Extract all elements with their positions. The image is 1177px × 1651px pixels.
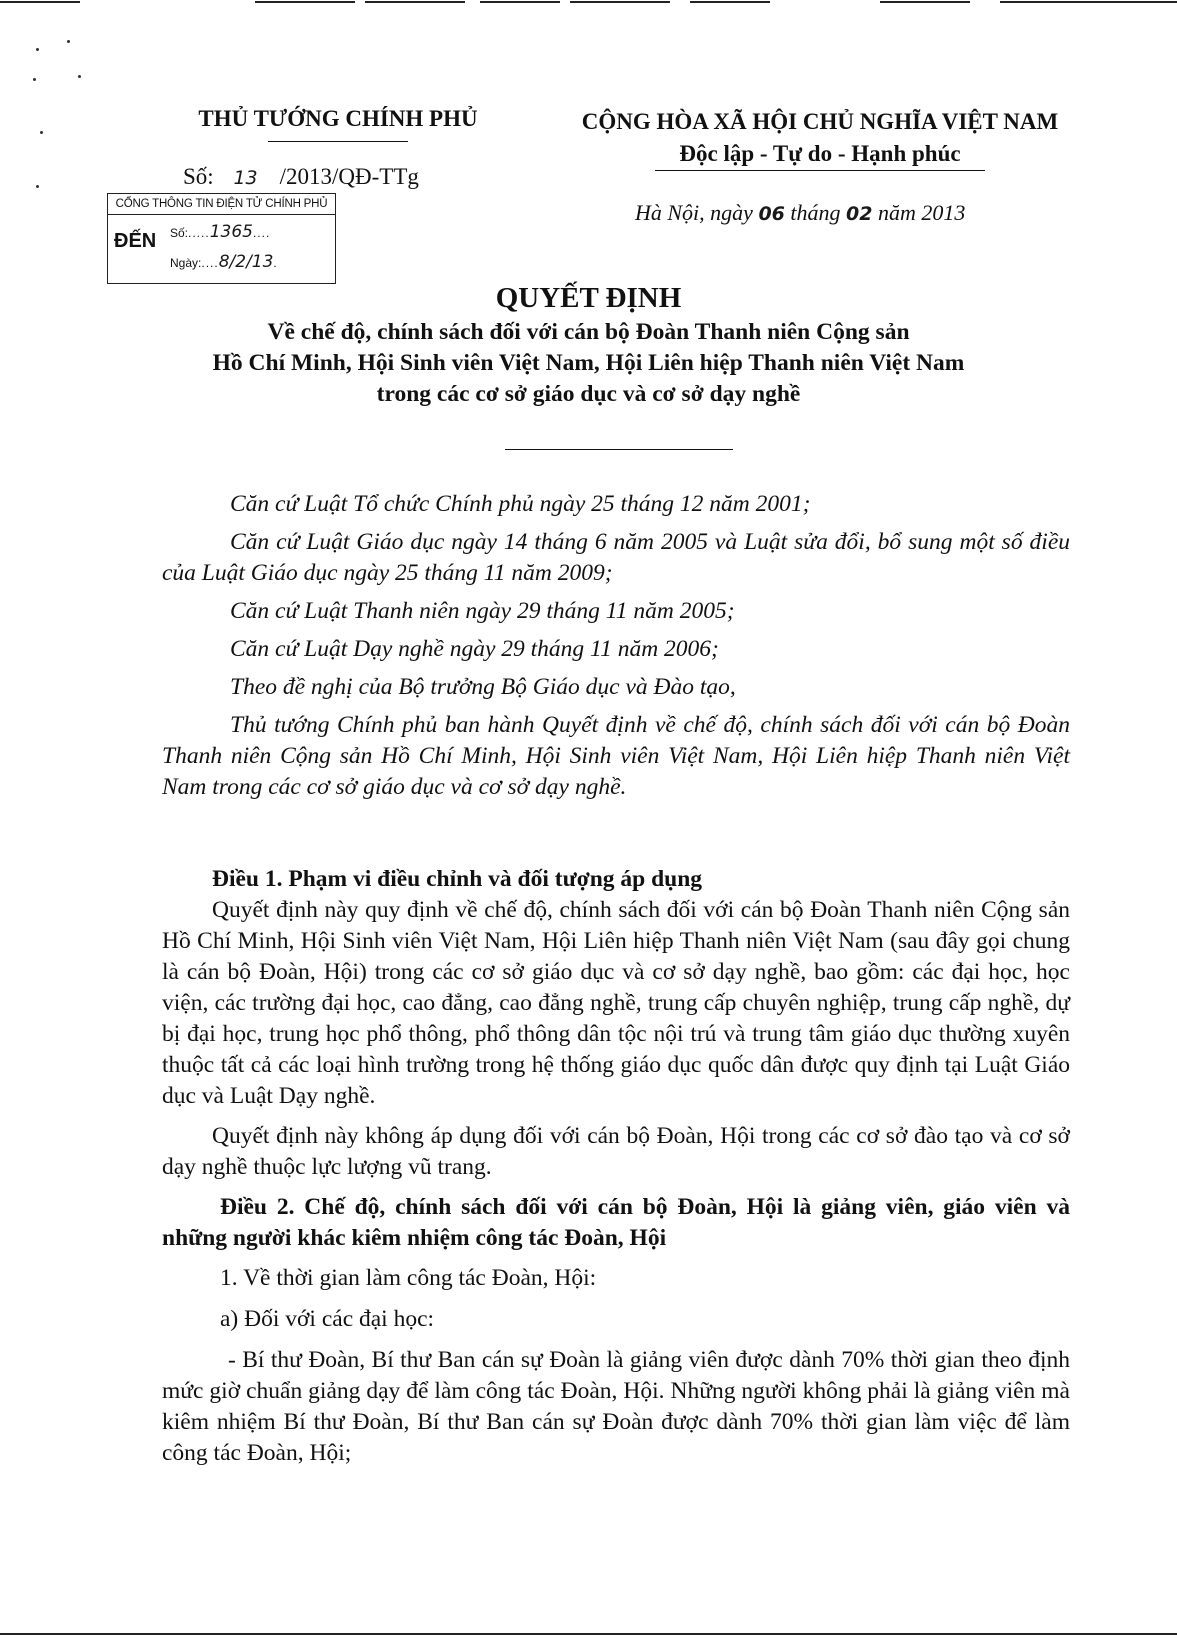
scan-edge: [570, 1, 670, 3]
scan-edge: [0, 1633, 1177, 1635]
receipt-stamp: [107, 193, 336, 284]
number-label: Số:: [183, 164, 214, 189]
article2-item: a) Đối với các đại học:: [220, 1306, 435, 1332]
motto-underline: [655, 170, 985, 171]
number-suffix: 013/QĐ-TTg: [297, 164, 419, 189]
number-mid: /2: [279, 164, 298, 189]
preamble-clause: Căn cứ Luật Tổ chức Chính phủ ngày 25 tháng 12 năm 2001;: [230, 491, 811, 517]
scan-speck: [67, 40, 70, 43]
handwritten-number: 13: [233, 167, 258, 189]
article2-heading: Điều 2. Chế độ, chính sách đối với cán bộ Đoàn, Hội là giảng viên, giáo viên và những người khác kiêm nhiệm công tác Đoàn, Hội: [162, 1194, 1070, 1251]
article2-item: 1. Về thời gian làm công tác Đoàn, Hội:: [220, 1265, 597, 1291]
subject-line: Về chế độ, chính sách đối với cán bộ Đoàn Thanh niên Cộng sản: [267, 319, 910, 345]
article1-para: Quyết định này quy định về chế độ, chính sách đối với cán bộ Đoàn Thanh niên Cộng sản Hồ Chí Minh, Hội Sinh viên Việt Nam, Hội Liên hiệp Thanh niên Việt Nam (sau đây gọi chung là cán bộ Đoàn, Hội) trong các cơ sở giáo dục và cơ sở dạy nghề, bao gồm: các đại học, học viện, các trường đại học, cao đẳng, cao đẳng nghề, trung cấp chuyên nghiệp, trung cấp nghề, dự bị đại học, trung học phổ thông, phổ thông dân tộc nội trú và trung tâm giáo dục thường xuyên thuộc tất cả các loại hình trường trong hệ thống giáo dục quốc dân được quy định tại Luật Giáo dục và Luật Dạy nghề.: [162, 897, 1070, 1109]
date-text: năm 2013: [877, 200, 966, 225]
country-name: CỘNG HÒA XÃ HỘI CHỦ NGHĨA VIỆT NAM: [581, 109, 1059, 134]
stamp-so-value: 1365: [209, 222, 253, 242]
scan-speck: [36, 48, 39, 51]
scan-edge: [0, 1, 80, 3]
stamp-so-label: Số:: [170, 226, 189, 240]
stamp-ngay-value: 8/2/13: [218, 252, 274, 272]
article1-para: Quyết định này không áp dụng đối với cán bộ Đoàn, Hội trong các cơ sở đào tạo và cơ sở dạy nghề thuộc lực lượng vũ trang.: [162, 1123, 1070, 1180]
stamp-org: CỔNG THÔNG TIN ĐIỆN TỬ CHÍNH PHỦ: [108, 194, 335, 215]
handwritten-month: 02: [846, 203, 873, 225]
date-text: tháng: [790, 200, 841, 225]
stamp-ngay-label: Ngày:: [170, 256, 202, 270]
preamble-clause: Theo đề nghị của Bộ trưởng Bộ Giáo dục và Đào tạo,: [230, 674, 736, 700]
preamble-clause: Căn cứ Luật Thanh niên ngày 29 tháng 11 năm 2005;: [230, 598, 735, 624]
scan-speck: [78, 75, 81, 78]
subject-line: Hồ Chí Minh, Hội Sinh viên Việt Nam, Hội Liên hiệp Thanh niên Việt Nam: [212, 350, 965, 376]
scan-edge: [255, 1, 355, 3]
title-underline: [505, 449, 733, 450]
scan-edge: [480, 1, 560, 3]
stamp-den-label: ĐẾN: [114, 230, 157, 252]
document-subject: [120, 317, 1057, 410]
issuer-underline: [268, 141, 408, 142]
scan-edge: [690, 1, 770, 3]
stamp-so-row: Số:.....1365....: [170, 222, 271, 242]
scan-edge: [880, 1, 970, 3]
preamble-clause: Thủ tướng Chính phủ ban hành Quyết định về chế độ, chính sách đối với cán bộ Đoàn Thanh niên Cộng sản Hồ Chí Minh, Hội Sinh viên Việt Nam, Hội Liên hiệp Thanh niên Việt Nam trong các cơ sở giáo dục và cơ sở dạy nghề.: [162, 712, 1070, 800]
issue-date: [635, 200, 965, 226]
subject-line: trong các cơ sở giáo dục và cơ sở dạy nghề: [376, 381, 801, 407]
issuer-name: THỦ TƯỚNG CHÍNH PHỦ: [198, 106, 478, 131]
article1-heading: Điều 1. Phạm vi điều chỉnh và đối tượng áp dụng: [212, 866, 703, 892]
preamble-clause: Căn cứ Luật Dạy nghề ngày 29 tháng 11 năm 2006;: [230, 636, 719, 662]
handwritten-day: 06: [758, 203, 785, 225]
scan-speck: [40, 131, 43, 134]
national-motto: [540, 106, 1100, 170]
scan-speck: [36, 185, 39, 188]
articles: [162, 864, 1070, 1469]
scan-edge: [365, 1, 465, 3]
stamp-ngay-row: Ngày:....8/2/13.: [170, 252, 278, 272]
motto: Độc lập - Tự do - Hạnh phúc: [679, 141, 961, 166]
document-number: [183, 164, 419, 190]
preamble: [162, 489, 1070, 810]
preamble-clause: Căn cứ Luật Giáo dục ngày 14 tháng 6 năm 2005 và Luật sửa đổi, bổ sung một số điều của Luật Giáo dục ngày 25 tháng 11 năm 2009;: [162, 529, 1070, 586]
scan-edge: [1000, 1, 1177, 3]
scan-speck: [33, 78, 36, 81]
article2-item: - Bí thư Đoàn, Bí thư Ban cán sự Đoàn là giảng viên được dành 70% thời gian theo định mức giờ chuẩn giảng dạy để làm công tác Đoàn, Hội. Những người không phải là giảng viên mà kiêm nhiệm Bí thư Đoàn, Bí thư Ban cán sự Đoàn được dành 70% thời gian làm việc để làm công tác Đoàn, Hội;: [162, 1347, 1070, 1466]
document-title: QUYẾT ĐỊNH: [495, 282, 682, 314]
date-text: Hà Nội, ngày: [635, 200, 753, 225]
